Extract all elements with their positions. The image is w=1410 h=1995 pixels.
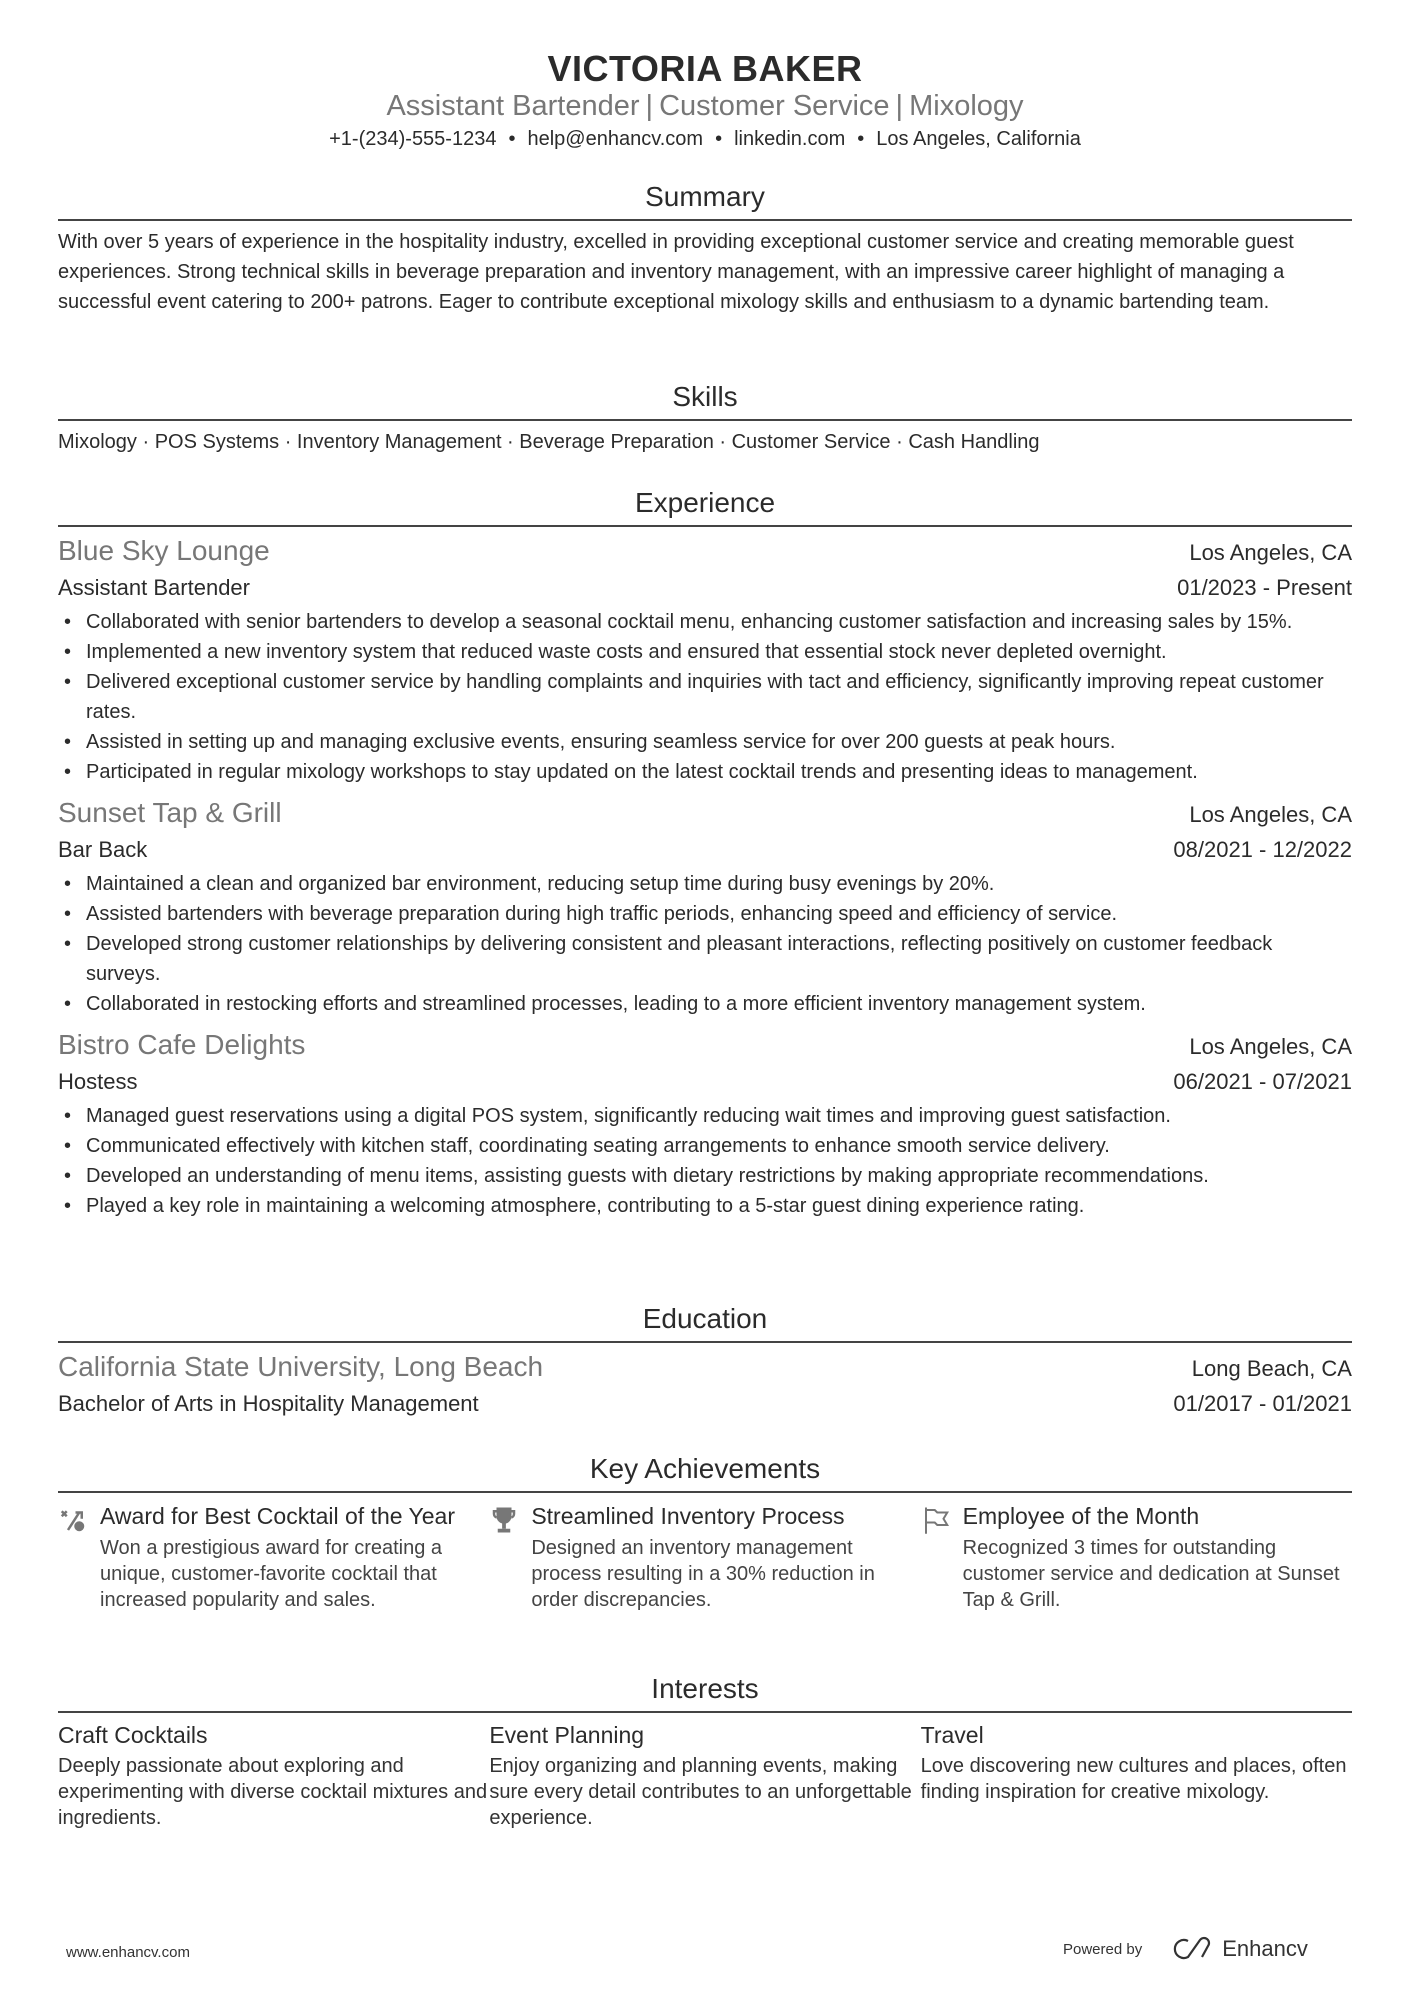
- section-heading: Summary: [58, 176, 1352, 221]
- education-section: [58, 1298, 1352, 1421]
- job-bullet: • Implemented a new inventory system that reduced waste costs and ensured that essential stock never depleted overnight.: [58, 637, 1352, 667]
- job-bullet: • Communicated effectively with kitchen staff, coordinating seating arrangements to enhance smooth service delivery.: [58, 1131, 1352, 1161]
- job-bullet: • Collaborated in restocking efforts and streamlined processes, leading to a more efficient inventory management system.: [58, 989, 1352, 1019]
- summary-text: With over 5 years of experience in the hospitality industry, excelled in providing exceptional customer service and creating memorable guest experiences. Strong technical skills in beverage preparation and inventory management, with an impressive career highlight of managing a successful event catering to 200+ patrons. Eager to contribute exceptional mixology skills and enthusiasm to a dynamic bartending team.: [58, 231, 1294, 313]
- achievements-section: [58, 1448, 1352, 1613]
- powered-by-label: Powered by: [1063, 1940, 1143, 1958]
- linkedin-link[interactable]: linkedin.com: [734, 128, 846, 150]
- location: Los Angeles, California: [876, 128, 1081, 150]
- job-dates: 08/2021 - 12/2022: [1173, 837, 1352, 862]
- achievement-title: Award for Best Cocktail of the Year: [100, 1503, 455, 1529]
- job-dates: 01/2023 - Present: [1177, 575, 1352, 600]
- section-heading: Interests: [58, 1668, 1352, 1713]
- interest-title: Travel: [920, 1722, 984, 1748]
- section-heading: Education: [58, 1298, 1352, 1343]
- job-location: Los Angeles, CA: [1189, 802, 1352, 827]
- school-name: California State University, Long Beach: [58, 1351, 544, 1382]
- job-role: Hostess: [58, 1069, 138, 1094]
- trophy-icon: [489, 1505, 519, 1535]
- achievement-item: [921, 1501, 1352, 1613]
- flag-icon: [921, 1505, 951, 1535]
- skills-list: Mixology · POS Systems · Inventory Management · Beverage Preparation · Customer Service · Cash Handling: [58, 431, 1040, 453]
- education-dates: 01/2017 - 01/2021: [1173, 1391, 1352, 1416]
- achievement-title: Employee of the Month: [962, 1503, 1200, 1529]
- powered-by[interactable]: [1063, 1936, 1308, 1962]
- company-name: Bistro Cafe Delights: [58, 1029, 306, 1060]
- job-bullet: • Developed an understanding of menu items, assisting guests with dietary restrictions by making appropriate recommendations.: [58, 1161, 1352, 1191]
- interest-item: [58, 1719, 489, 1831]
- candidate-name: VICTORIA BAKER: [547, 48, 863, 89]
- school-location: Long Beach, CA: [1191, 1356, 1352, 1381]
- enhancv-logo-icon: [1170, 1936, 1214, 1962]
- interest-title: Craft Cocktails: [58, 1722, 208, 1748]
- job-bullet: • Managed guest reservations using a digital POS system, significantly reducing wait times and improving guest satisfaction.: [58, 1101, 1352, 1131]
- job-bullet: • Participated in regular mixology workshops to stay updated on the latest cocktail trends and presenting ideas to management.: [58, 757, 1352, 787]
- job-bullets: [58, 607, 1352, 787]
- headline-title: Assistant Bartender: [386, 90, 640, 122]
- company-name: Sunset Tap & Grill: [58, 797, 282, 828]
- email[interactable]: help@enhancv.com: [527, 128, 704, 150]
- job-bullet: • Assisted in setting up and managing exclusive events, ensuring seamless service for over 200 guests at peak hours.: [58, 727, 1352, 757]
- achievement-item: [58, 1501, 489, 1613]
- job-entry: [58, 1027, 1352, 1221]
- company-name: Blue Sky Lounge: [58, 535, 270, 566]
- interest-description: Deeply passionate about exploring and experimenting with diverse cocktail mixtures and ingredients.: [58, 1755, 488, 1829]
- achievement-title: Streamlined Inventory Process: [531, 1503, 845, 1529]
- job-bullet: • Collaborated with senior bartenders to develop a seasonal cocktail menu, enhancing customer satisfaction and increasing sales by 15%.: [58, 607, 1352, 637]
- interest-description: Love discovering new cultures and places, often finding inspiration for creative mixology.: [920, 1755, 1347, 1803]
- contact-info: +1-(234)-555-1234 • help@enhancv.com • linkedin.com • Los Angeles, California: [329, 128, 1081, 150]
- experience-section: [58, 482, 1352, 1229]
- section-heading: Skills: [58, 376, 1352, 421]
- interest-title: Event Planning: [489, 1722, 645, 1748]
- job-location: Los Angeles, CA: [1189, 1034, 1352, 1059]
- job-location: Los Angeles, CA: [1189, 540, 1352, 565]
- section-heading: Key Achievements: [58, 1448, 1352, 1493]
- cocktail-icon: [58, 1505, 88, 1535]
- headline: Assistant Bartender | Customer Service | Mixology: [386, 90, 1024, 122]
- achievement-description: Won a prestigious award for creating a unique, customer-favorite cocktail that increased popularity and sales.: [100, 1537, 443, 1611]
- interest-item: [921, 1719, 1352, 1831]
- job-role: Bar Back: [58, 837, 148, 862]
- job-bullet: • Assisted bartenders with beverage preparation during high traffic periods, enhancing speed and efficiency of service.: [58, 899, 1352, 929]
- phone: +1-(234)-555-1234: [329, 128, 497, 150]
- job-bullet: • Delivered exceptional customer service by handling complaints and inquiries with tact and efficiency, significantly improving repeat customer rates.: [58, 667, 1352, 727]
- job-bullet: • Maintained a clean and organized bar environment, reducing setup time during busy evenings by 20%.: [58, 869, 1352, 899]
- achievement-item: [489, 1501, 920, 1613]
- enhancv-brand: Enhancv: [1222, 1936, 1308, 1961]
- interest-item: [489, 1719, 920, 1831]
- achievement-description: Recognized 3 times for outstanding customer service and dedication at Sunset Tap & Grill.: [962, 1537, 1340, 1611]
- skills-section: [58, 376, 1352, 457]
- headline-title: Mixology: [909, 90, 1024, 122]
- job-role: Assistant Bartender: [58, 575, 250, 600]
- job-entry: [58, 533, 1352, 787]
- job-entry: [58, 795, 1352, 1019]
- interest-description: Enjoy organizing and planning events, making sure every detail contributes to an unforgettable experience.: [489, 1755, 912, 1829]
- interests-section: [58, 1668, 1352, 1831]
- job-dates: 06/2021 - 07/2021: [1173, 1069, 1352, 1094]
- job-bullets: [58, 1101, 1352, 1221]
- achievement-description: Designed an inventory management process resulting in a 30% reduction in order discrepancies.: [531, 1537, 875, 1611]
- degree: Bachelor of Arts in Hospitality Management: [58, 1391, 479, 1416]
- summary-section: [58, 176, 1352, 317]
- section-heading: Experience: [58, 482, 1352, 527]
- job-bullet: • Developed strong customer relationships by delivering consistent and pleasant interactions, reflecting positively on customer feedback surveys.: [58, 929, 1352, 989]
- headline-title: Customer Service: [659, 90, 890, 122]
- job-bullets: [58, 869, 1352, 1019]
- job-bullet: • Played a key role in maintaining a welcoming atmosphere, contributing to a 5-star guest dining experience rating.: [58, 1191, 1352, 1221]
- footer-website[interactable]: www.enhancv.com: [66, 1944, 190, 1961]
